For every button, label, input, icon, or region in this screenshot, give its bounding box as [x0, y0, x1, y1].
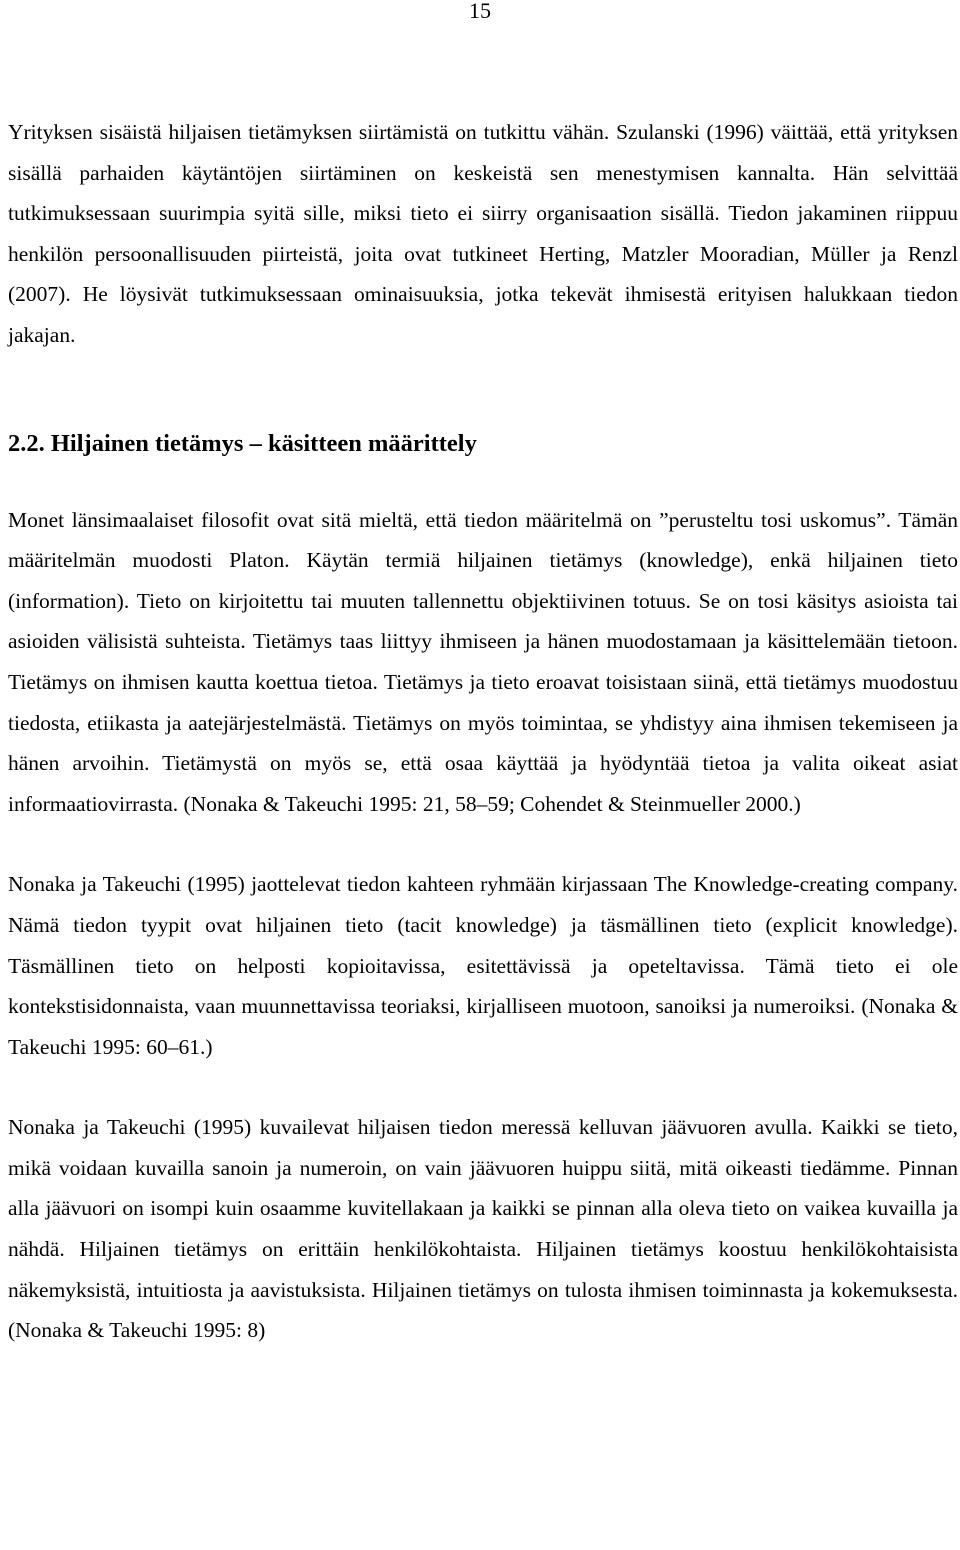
page-number: 15	[469, 0, 491, 23]
page-content	[8, 112, 958, 1351]
section-heading: 2.2. Hiljainen tietämys – käsitteen määrittely	[8, 429, 477, 457]
paragraph-knowledge-types: Nonaka ja Takeuchi (1995) jaottelevat tiedon kahteen ryhmään kirjassaan The Knowledge-creating company. Nämä tiedon tyypit ovat hiljainen tieto (tacit knowledge) ja täsmällinen tieto (explicit knowledge). Täsmällinen tieto on helposti kopioitavissa, esitettävissä ja opeteltavissa. Tämä tieto ei ole kontekstisidonnaista, vaan muunnettavissa teoriaksi, kirjalliseen muotoon, sanoiksi ja numeroiksi. (Nonaka & Takeuchi 1995: 60–61.)	[8, 872, 958, 1059]
paragraph-knowledge-transfer: Yrityksen sisäistä hiljaisen tietämyksen siirtämistä on tutkittu vähän. Szulanski (1996) väittää, että yrityksen sisällä parhaiden käytäntöjen siirtäminen on keskeistä sen menestymisen kannalta. Hän selvittää tutkimuksessaan suurimpia syitä sille, miksi tieto ei siirry organisaation sisällä. Tiedon jakaminen riippuu henkilön persoonallisuuden piirteistä, joita ovat tutkineet Herting, Matzler Mooradian, Müller ja Renzl (2007). He löysivät tutkimuksessaan ominaisuuksia, jotka tekevät ihmisestä erityisen halukkaan tiedon jakajan.	[8, 120, 958, 347]
paragraph-iceberg: Nonaka ja Takeuchi (1995) kuvailevat hiljaisen tiedon meressä kelluvan jäävuoren avulla. Kaikki se tieto, mikä voidaan kuvailla sanoin ja numeroin, on vain jäävuoren huippu siitä, mitä oikeasti tiedämme. Pinnan alla jäävuori on isompi kuin osaamme kuvitellakaan ja kaikki se pinnan alla oleva tieto on vaikea kuvailla ja nähdä. Hiljainen tietämys on erittäin henkilökohtaista. Hiljainen tietämys koostuu henkilökohtaisista näkemyksistä, intuitiosta ja aavistuksista. Hiljainen tietämys on tulosta ihmisen toiminnasta ja kokemuksesta. (Nonaka & Takeuchi 1995: 8)	[8, 1115, 958, 1343]
paragraph-definition: Monet länsimaalaiset filosofit ovat sitä mieltä, että tiedon määritelmä on ”perusteltu tosi uskomus”. Tämän määritelmän muodosti Platon. Käytän termiä hiljainen tietämys (knowledge), enkä hiljainen tieto (information). Tieto on kirjoitettu tai muuten tallennettu objektiivinen totuus. Se on tosi käsitys asioista tai asioiden välisistä suhteista. Tietämys taas liittyy ihmiseen ja hänen muodostamaan ja käsittelemään tietoon. Tietämys on ihmisen kautta koettua tietoa. Tietämys ja tieto eroavat toisistaan siinä, että tietämys muodostuu tiedosta, etiikasta ja aatejärjestelmästä. Tietämys on myös toimintaa, se yhdistyy aina ihmisen tekemiseen ja hänen arvoihin. Tietämystä on myös se, että osaa käyttää ja hyödyntää tietoa ja valita oikeat asiat informaatiovirrasta. (Nonaka & Takeuchi 1995: 21, 58–59; Cohendet & Steinmueller 2000.)	[8, 507, 958, 816]
